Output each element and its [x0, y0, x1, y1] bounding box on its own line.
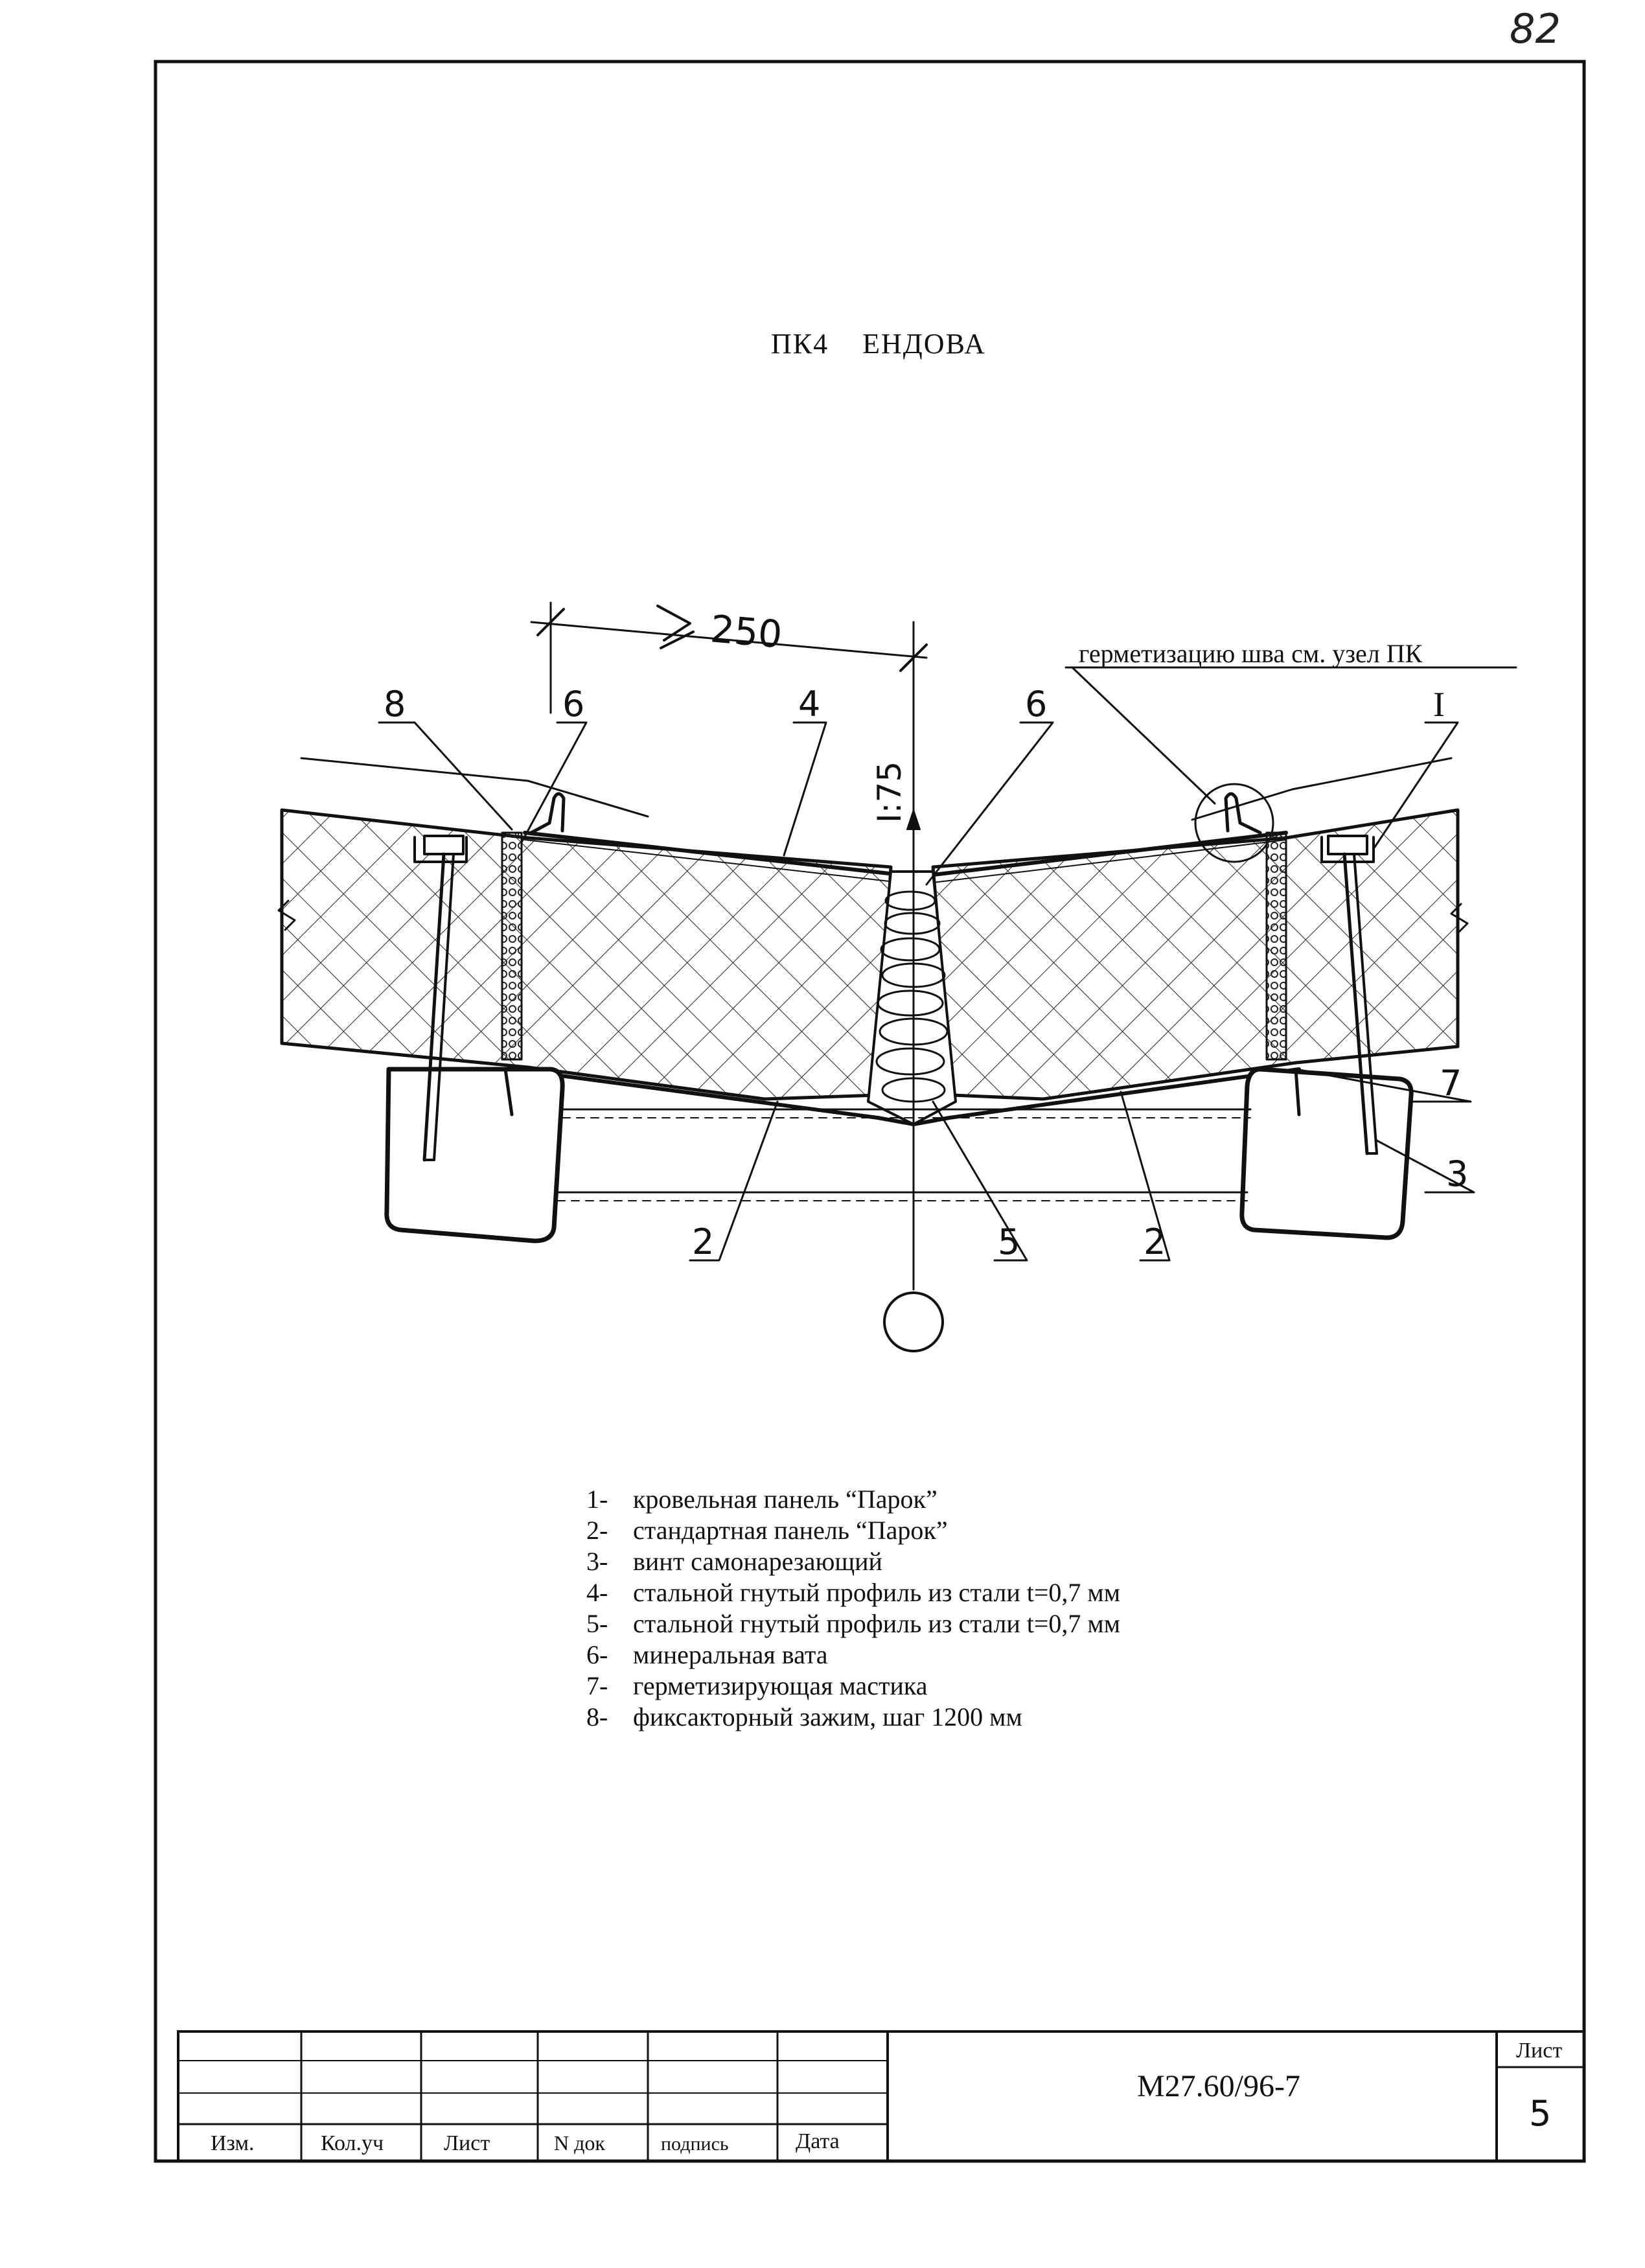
legend-item: 7- герметизирующая мастика — [586, 1671, 928, 1700]
tb-col-izm: Изм. — [211, 2131, 255, 2155]
slope-label: I:75 — [871, 761, 908, 823]
tb-col-data: Дата — [796, 2129, 840, 2153]
seam-note: герметизацию шва см. узел ПК — [1079, 639, 1423, 668]
joint-wool-left — [502, 833, 522, 1059]
tb-col-kol: Кол.уч — [321, 2131, 384, 2155]
callout-6-right: 6 — [1025, 684, 1048, 724]
legend — [586, 1484, 1120, 1733]
legend-item: 6- минеральная вата — [586, 1640, 828, 1669]
callout-4: 4 — [798, 684, 821, 724]
standing-seam-right — [1226, 794, 1260, 833]
legend-item: 3- винт самонарезающий — [586, 1547, 882, 1576]
callout-6-left: 6 — [562, 684, 585, 724]
legend-item: 5- стальной гнутый профиль из стали t=0,7 мм — [586, 1609, 1121, 1638]
legend-item: 1- кровельная панель “Парок” — [586, 1485, 938, 1514]
callout-5: 5 — [998, 1221, 1020, 1262]
right-panel-insulation — [933, 810, 1458, 1099]
sheet-number: 5 — [1529, 2093, 1552, 2134]
dimension-label: 250 — [708, 607, 785, 657]
valley-detail — [279, 603, 1516, 1351]
title-block — [178, 2031, 1584, 2161]
sheet-label: Лист — [1516, 2039, 1563, 2063]
legend-item: 2- стандартная панель “Парок” — [586, 1516, 948, 1545]
callout-1: I — [1433, 685, 1445, 724]
tb-col-list: Лист — [444, 2131, 490, 2155]
purlin-left — [387, 1069, 562, 1241]
legend-item: 4- стальной гнутый профиль из стали t=0,7 мм — [586, 1578, 1121, 1607]
seam-note-leader — [1072, 667, 1215, 804]
doc-code: М27.60/96-7 — [1137, 2069, 1300, 2103]
standing-seam-left — [531, 794, 564, 833]
page-number: 82 — [1510, 5, 1561, 52]
callout-2-left: 2 — [692, 1221, 715, 1262]
callout-8: 8 — [384, 684, 406, 724]
joint-wool-right — [1267, 833, 1286, 1059]
slope-arrow — [907, 810, 920, 829]
callout-3: 3 — [1446, 1153, 1469, 1194]
axis-circle — [884, 1293, 943, 1351]
tb-col-ndok: N док — [554, 2131, 605, 2155]
tb-col-podpis: подпись — [661, 2133, 729, 2155]
drawing-title: ПК4 ЕНДОВА — [771, 328, 986, 360]
callout-7: 7 — [1440, 1063, 1462, 1104]
left-panel-insulation — [282, 810, 891, 1099]
callout-2-right: 2 — [1144, 1221, 1166, 1262]
legend-item: 8- фиксакторный зажим, шаг 1200 мм — [586, 1702, 1022, 1731]
purlin-right — [1242, 1069, 1411, 1238]
